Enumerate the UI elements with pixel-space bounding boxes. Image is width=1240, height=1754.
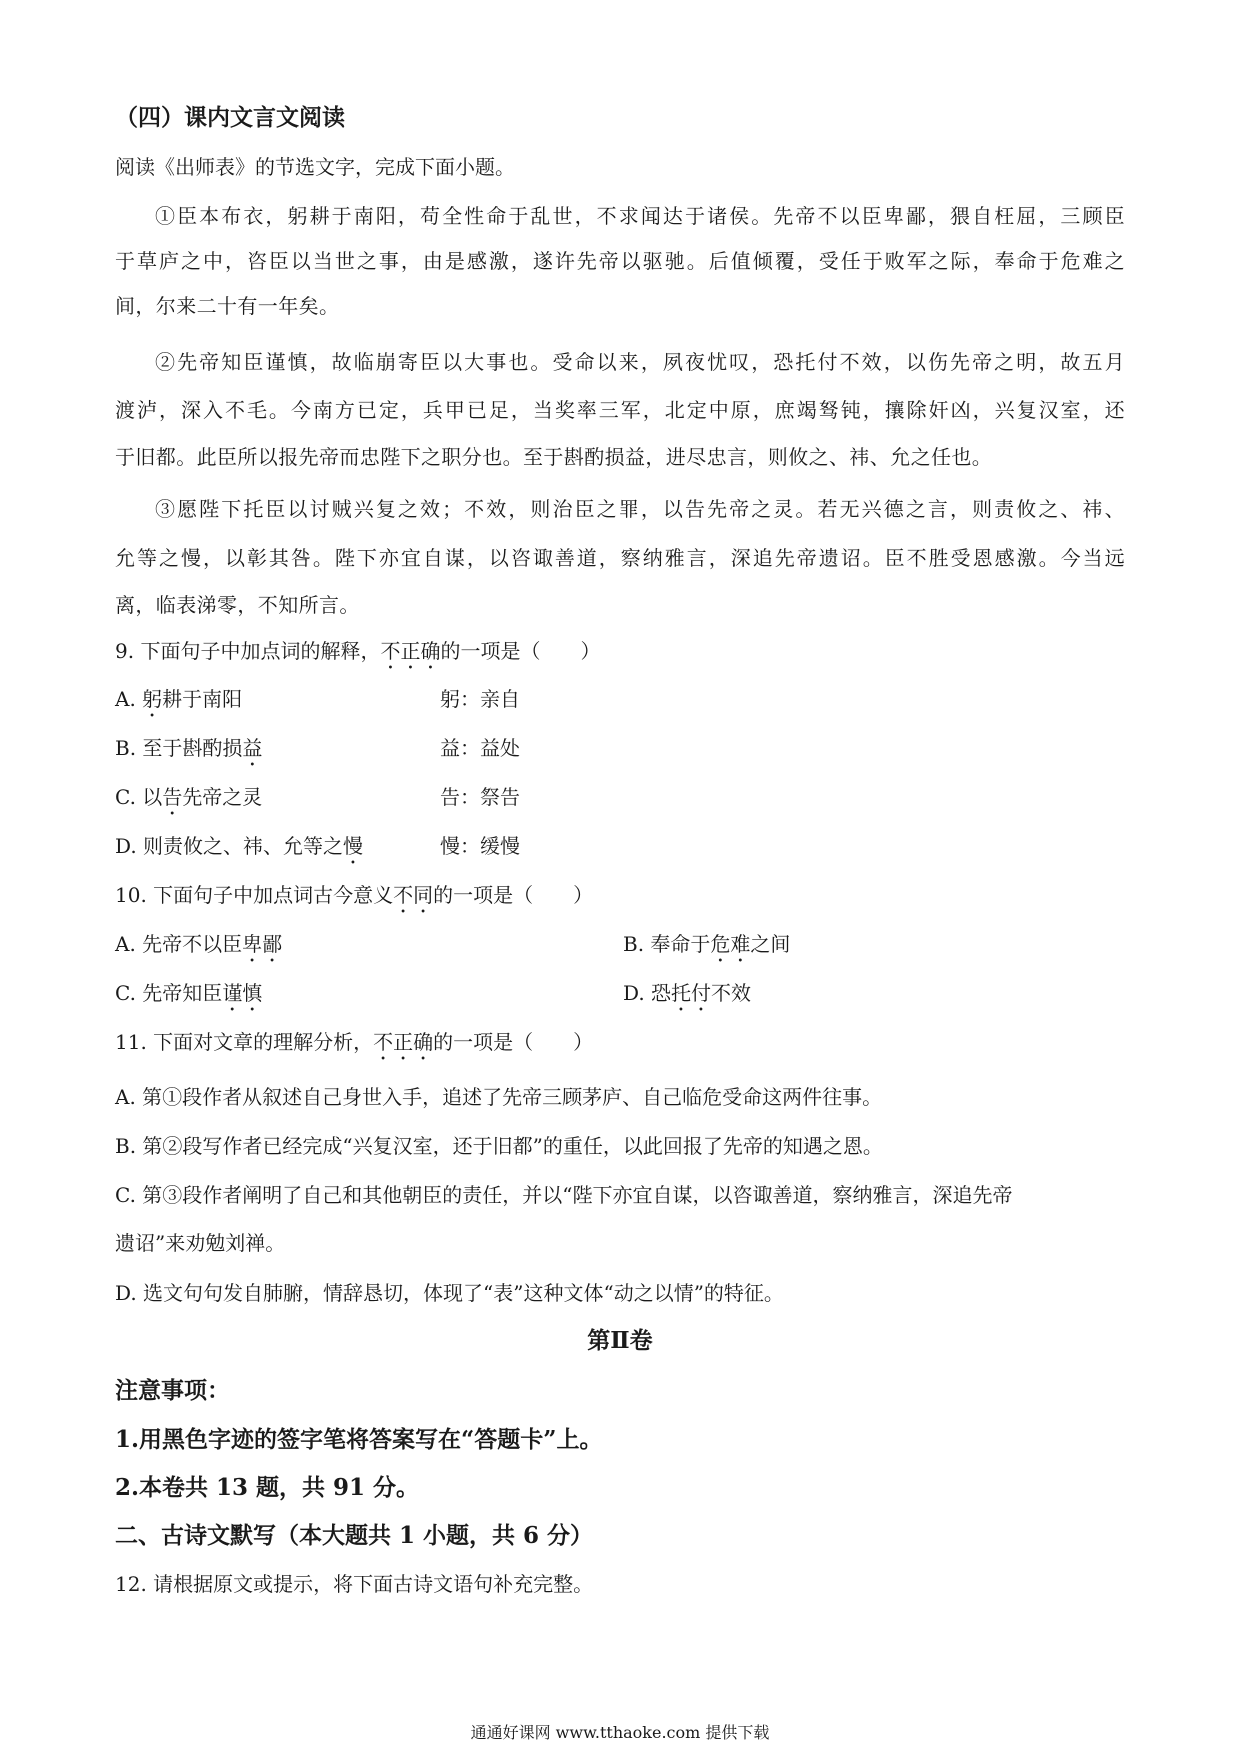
passage-p1-line2: 于草庐之中，咨臣以当世之事，由是感激，遂许先帝以驱驰。后值倾覆，受任于败军之际，奉命于危难之	[115, 249, 1125, 273]
emphasis-dots: 不正确	[380, 639, 441, 663]
q9-option-d: D. 则责攸之、祎、允等之慢	[115, 834, 364, 858]
question-10-stem: 10. 下面句子中加点词古今意义不同的一项是（ ）	[115, 883, 594, 907]
passage-p3-line1: ③愿陛下托臣以讨贼兴复之效；不效，则治臣之罪，以告先帝之灵。若无兴德之言，则责攸之、祎、	[155, 497, 1125, 521]
passage-p3-line2: 允等之慢，以彰其咎。陛下亦宜自谋，以咨诹善道，察纳雅言，深追先帝遗诏。臣不胜受恩感激。今当远	[115, 546, 1125, 570]
notice-title: 注意事项：	[115, 1377, 230, 1404]
q9-option-a: A. 躬耕于南阳	[115, 687, 243, 711]
q10-option-d: D. 恐托付不效	[623, 981, 752, 1005]
passage-p3-line3: 离，临表涕零，不知所言。	[115, 593, 360, 617]
q9-option-a-gloss: 躬：亲自	[440, 687, 520, 711]
q11-option-c-cont: 遗诏”来劝勉刘禅。	[115, 1231, 286, 1255]
passage-p1-line1: ①臣本布衣，躬耕于南阳，苟全性命于乱世，不求闻达于诸侯。先帝不以臣卑鄙，猥自枉屈，三顾臣	[155, 204, 1125, 228]
q9-option-c-gloss: 告：祭告	[440, 785, 520, 809]
notice-item-2: 2.本卷共 13 题，共 91 分。	[115, 1474, 420, 1501]
q11-option-a: A. 第①段作者从叙述自己身世入手，追述了先帝三顾茅庐、自己临危受命这两件往事。	[115, 1085, 883, 1109]
q10-option-b: B. 奉命于危难之间	[623, 932, 791, 956]
q11-option-b: B. 第②段写作者已经完成“兴复汉室，还于旧都”的重任，以此回报了先帝的知遇之恩。	[115, 1134, 883, 1158]
q9-option-b: B. 至于斟酌损益	[115, 736, 263, 760]
q9-option-d-gloss: 慢：缓慢	[440, 834, 520, 858]
q10-option-a: A. 先帝不以臣卑鄙	[115, 932, 283, 956]
passage-p2-line2: 渡泸，深入不毛。今南方已定，兵甲已足，当奖率三军，北定中原，庶竭驽钝，攘除奸凶，兴复汉室，还	[115, 398, 1125, 422]
question-11-stem: 11. 下面对文章的理解分析，不正确的一项是（ ）	[115, 1030, 594, 1054]
reading-instruction: 阅读《出师表》的节选文字，完成下面小题。	[115, 155, 515, 179]
q10-option-c: C. 先帝知臣谨慎	[115, 981, 263, 1005]
notice-item-1: 1.用黑色字迹的签字笔将答案写在“答题卡”上。	[115, 1426, 603, 1453]
passage-p2-line3: 于旧都。此臣所以报先帝而忠陛下之职分也。至于斟酌损益，进尽忠言，则攸之、祎、允之任也。	[115, 445, 993, 469]
part-2-title: 第Ⅱ卷	[587, 1327, 653, 1354]
passage-p1-line3: 间，尔来二十有一年矣。	[115, 294, 340, 318]
emphasis-dots: 不同	[393, 883, 434, 907]
emphasis-dots: 不正确	[373, 1030, 434, 1054]
question-12-stem: 12. 请根据原文或提示，将下面古诗文语句补充完整。	[115, 1572, 594, 1596]
section-title: （四）课内文言文阅读	[115, 104, 345, 131]
q9-option-c: C. 以告先帝之灵	[115, 785, 263, 809]
section-2-title: 二、古诗文默写（本大题共 1 小题，共 6 分）	[115, 1522, 594, 1549]
passage-p2-line1: ②先帝知臣谨慎，故临崩寄臣以大事也。受命以来，夙夜忧叹，恐托付不效，以伤先帝之明，故五月	[155, 350, 1125, 374]
q11-option-d: D. 选文句句发自肺腑，情辞恳切，体现了“表”这种文体“动之以情”的特征。	[115, 1281, 784, 1305]
q11-option-c: C. 第③段作者阐明了自己和其他朝臣的责任，并以“陛下亦宜自谋，以咨诹善道，察纳雅言，深追先帝	[115, 1183, 1013, 1207]
question-9-stem: 9. 下面句子中加点词的解释，不正确的一项是（ ）	[115, 639, 601, 663]
q9-option-b-gloss: 益：益处	[440, 736, 520, 760]
footer-watermark: 通通好课网 www.tthaoke.com 提供下载	[470, 1723, 770, 1742]
